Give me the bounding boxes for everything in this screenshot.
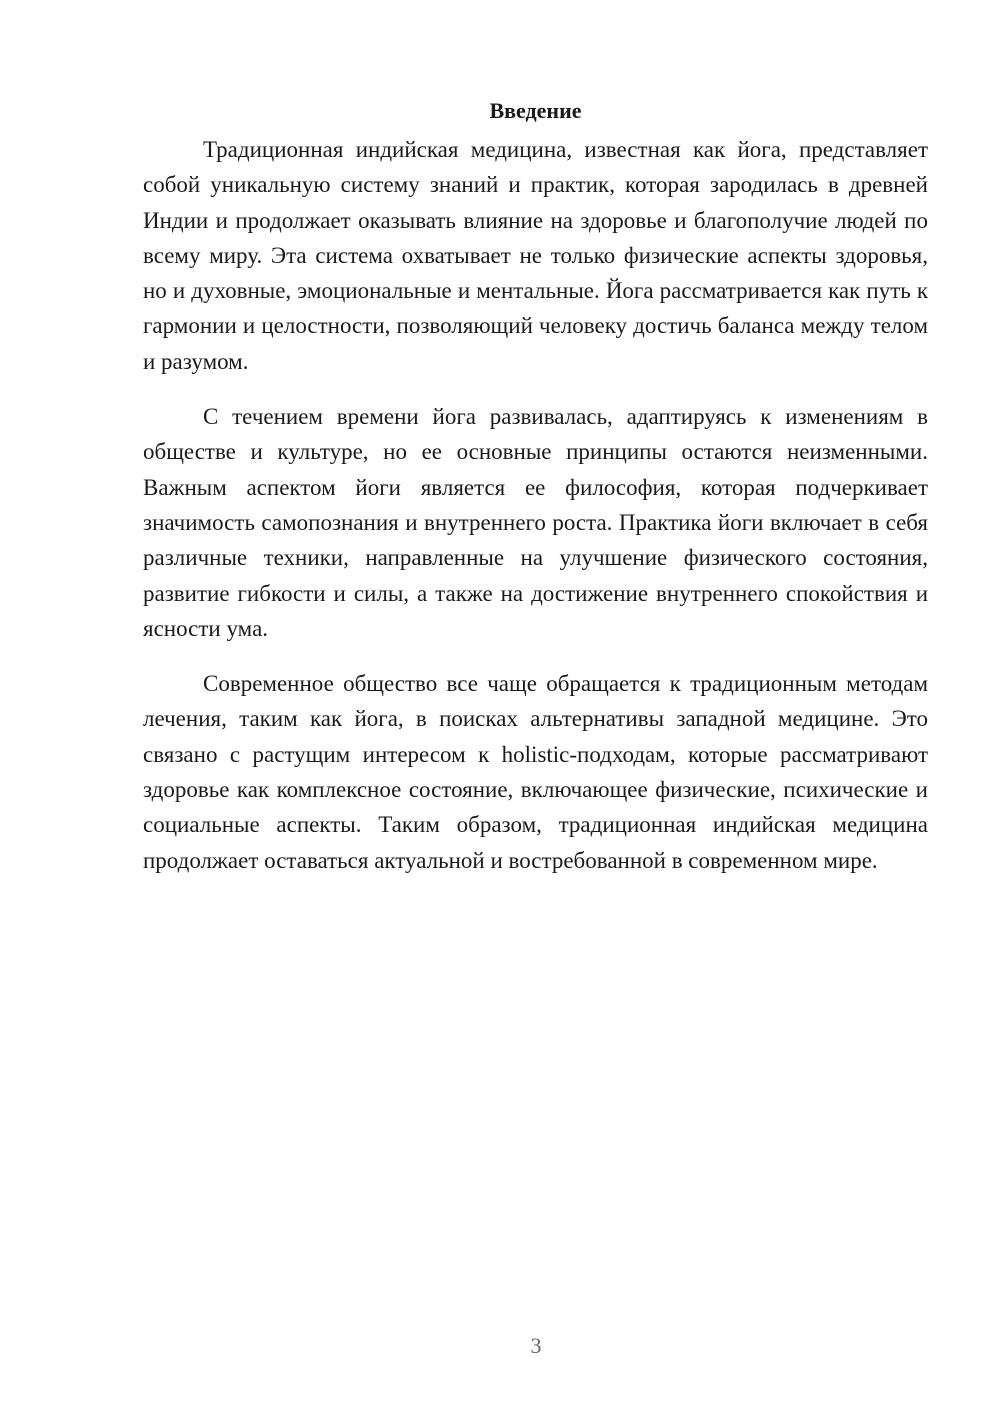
page-content	[143, 96, 928, 898]
page-number: 3	[530, 1333, 542, 1358]
paragraph-2: С течением времени йога развивалась, адаптируясь к изменениям в обществе и культуре, но ее основные принципы остаются неизменными. Важным аспектом йоги является ее философия, которая подчеркивает значимость самопознания и внутреннего роста. Практика йоги включает в себя различные техники, направленные на улучшение физического состояния, развитие гибкости и силы, а также на достижение внутреннего спокойствия и ясности ума.	[143, 404, 928, 641]
paragraph-1: Традиционная индийская медицина, известная как йога, представляет собой уникальную систему знаний и практик, которая зародилась в древней Индии и продолжает оказывать влияние на здоровье и благополучие людей по всему миру. Эта система охватывает не только физические аспекты здоровья, но и духовные, эмоциональные и ментальные. Йога рассматривается как путь к гармонии и целостности, позволяющий человеку достичь баланса между телом и разумом.	[143, 137, 928, 374]
section-title: Введение	[489, 98, 582, 123]
paragraph-3: Современное общество все чаще обращается к традиционным методам лечения, таким как йога, в поисках альтернативы западной медицине. Это связано с растущим интересом к holistic-подходам, которые рассматривают здоровье как комплексное состояние, включающее физические, психические и социальные аспекты. Таким образом, традиционная индийская медицина продолжает оставаться актуальной и востребованной в современном мире.	[143, 671, 928, 873]
